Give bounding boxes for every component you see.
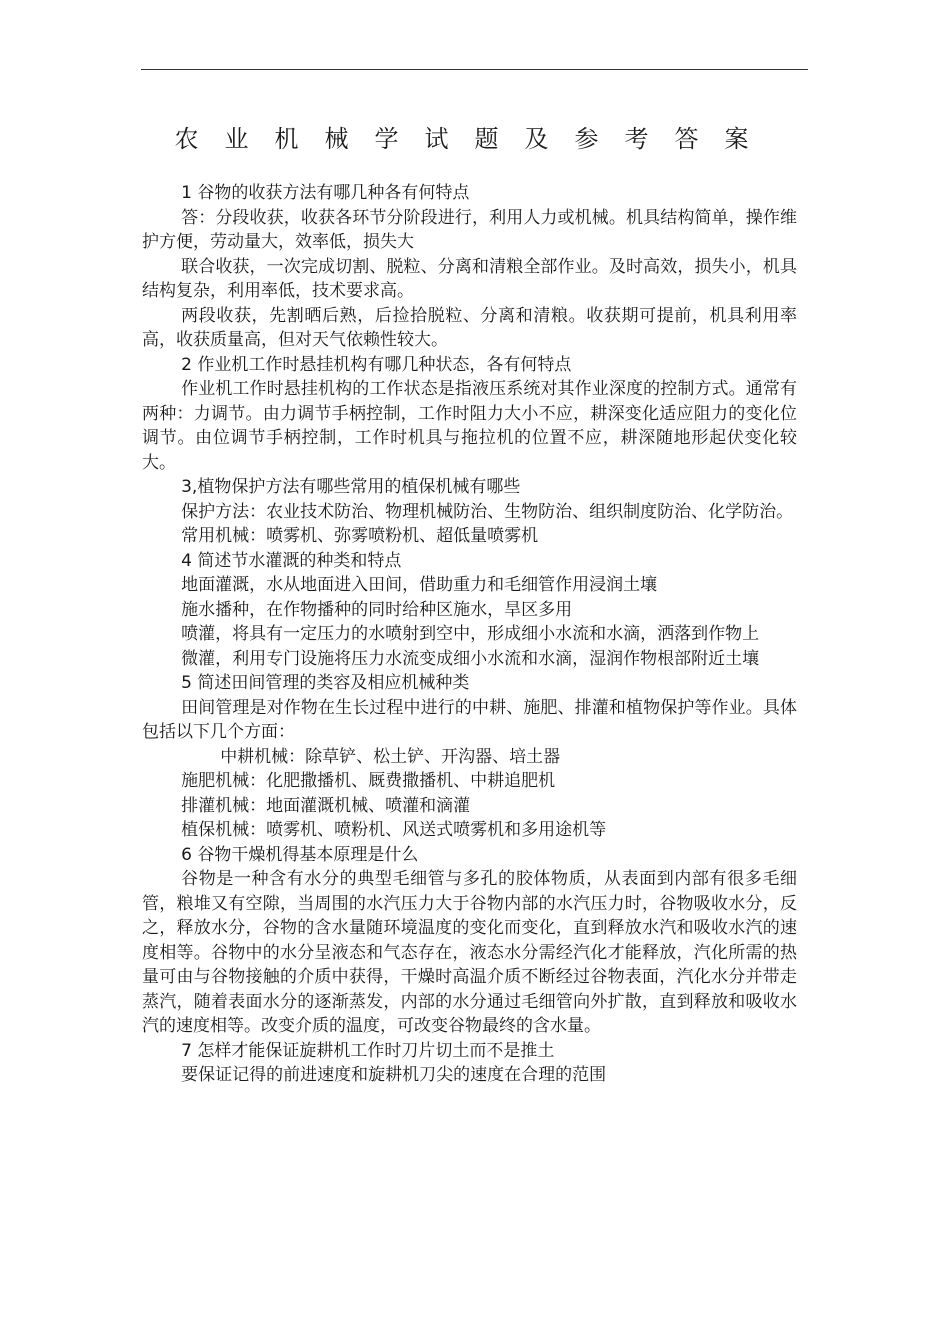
answer-paragraph: 联合收获，一次完成切割、脱粒、分离和清粮全部作业。及时高效，损失小，机具结构复杂，利用率低，技术要求高。	[142, 256, 797, 301]
answer-paragraph: 施肥机械：化肥撒播机、厩费撒播机、中耕追肥机	[181, 771, 556, 791]
answer-paragraph: 保护方法：农业技术防治、物理机械防治、生物防治、组织制度防治、化学防治。	[181, 501, 794, 522]
answer-paragraph: 施水播种，在作物播种的同时给种区施水，旱区多用	[181, 599, 573, 620]
answer-paragraph: 微灌，利用专门设施将压力水流变成细小水流和水滴，湿润作物根部附近土壤	[181, 648, 760, 669]
answer-paragraph: 地面灌溉，水从地面进入田间，借助重力和毛细管作用浸润土壤	[181, 575, 658, 595]
question-2: 2 作业机工作时悬挂机构有哪几种状态，各有何特点	[181, 354, 572, 375]
question-3: 3,植物保护方法有哪些常用的植保机械有哪些	[181, 477, 521, 497]
question-5: 5 简述田间管理的类容及相应机械种类	[181, 673, 470, 693]
answer-paragraph: 田间管理是对作物在生长过程中进行的中耕、施肥、排灌和植物保护等作业。具体包括以下几个方面：	[142, 697, 797, 742]
question-1: 1 谷物的收获方法有哪几种各有何特点	[181, 183, 470, 203]
question-7: 7 怎样才能保证旋耕机工作时刀片切土而不是推土	[181, 1040, 555, 1061]
page-title: 农业机械学试题及参考答案	[174, 125, 775, 153]
answer-paragraph: 答：分段收获，收获各环节分阶段进行，利用人力或机械。机具结构简单，操作维护方便，劳动量大，效率低，损失大	[142, 207, 797, 252]
answer-paragraph: 两段收获，先割晒后熟，后捡拾脱粒、分离和清粮。收获期可提前，机具利用率高，收获质量高，但对天气依赖性较大。	[142, 305, 797, 350]
answer-paragraph: 常用机械：喷雾机、弥雾喷粉机、超低量喷雾机	[181, 526, 539, 546]
answer-paragraph: 中耕机械：除草铲、松土铲、开沟器、培土器	[220, 746, 561, 767]
document-body	[142, 181, 797, 1088]
header-rule	[141, 69, 808, 70]
answer-paragraph: 排灌机械：地面灌溉机械、喷灌和滴灌	[181, 795, 471, 816]
answer-paragraph: 谷物是一种含有水分的典型毛细管与多孔的胶体物质，从表面到内部有很多毛细管，粮堆又有空隙，当周围的水汽压力大于谷物内部的水汽压力时，谷物吸收水分，反之，释放水分，谷物的含水量随环境温度的变化而变化，直到释放水汽和吸收水汽的速度相等。谷物中的水分呈液态和气态存在，液态水分需经汽化才能释放，汽化所需的热量可由与谷物接触的介质中获得，干燥时高温介质不断经过谷物表面，汽化水分并带走蒸汽，随着表面水分的逐渐蒸发，内部的水分通过毛细管向外扩散，直到释放和吸收水汽的速度相等。改变介质的温度，可改变谷物最终的含水量。	[142, 869, 797, 1036]
answer-paragraph: 植保机械：喷雾机、喷粉机、风送式喷雾机和多用途机等	[181, 820, 607, 840]
answer-paragraph: 喷灌，将具有一定压力的水喷射到空中，形成细小水流和水滴，洒落到作物上	[181, 624, 760, 644]
question-6: 6 谷物干燥机得基本原理是什么	[181, 844, 419, 865]
question-4: 4 简述节水灌溉的种类和特点	[181, 550, 402, 571]
answer-paragraph: 要保证记得的前进速度和旋耕机刀尖的速度在合理的范围	[181, 1065, 607, 1085]
answer-paragraph: 作业机工作时悬挂机构的工作状态是指液压系统对其作业深度的控制方式。通常有两种：力调节。由力调节手柄控制，工作时阻力大小不应，耕深变化适应阻力的变化位调节。由位调节手柄控制，工作时机具与拖拉机的位置不应，耕深随地形起伏变化较大。	[142, 379, 797, 473]
